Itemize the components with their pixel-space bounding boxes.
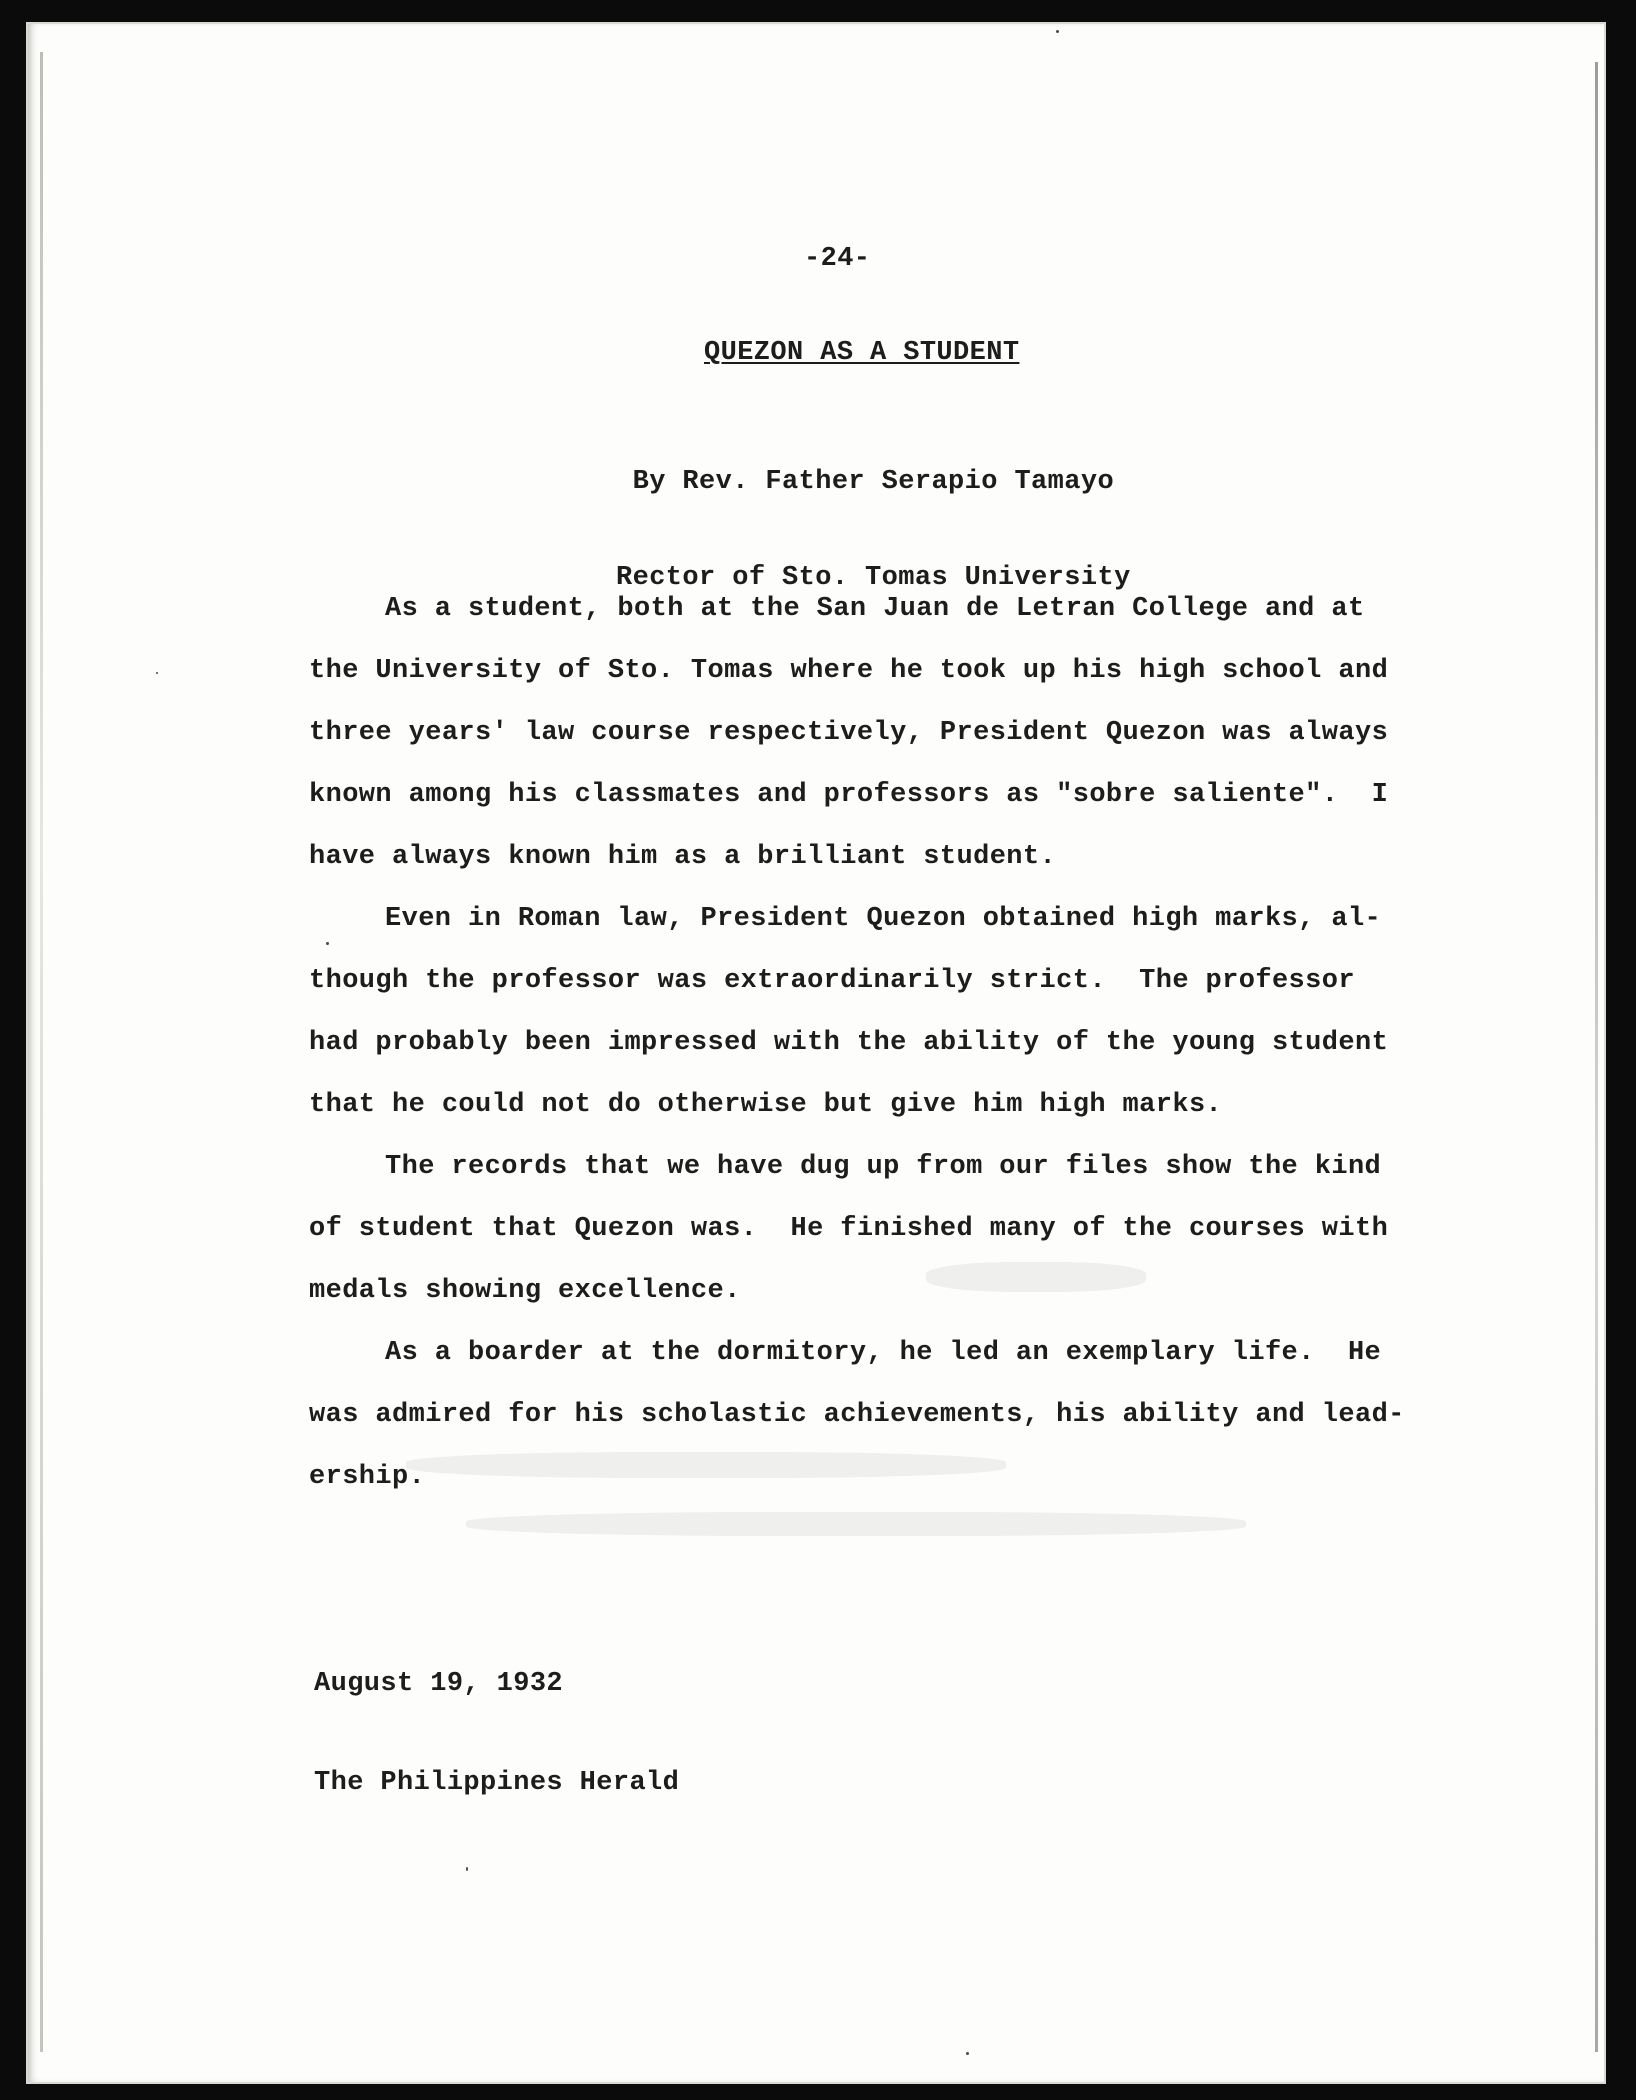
byline-author: By Rev. Father Serapio Tamayo [632, 467, 1115, 497]
paragraph [309, 578, 1389, 888]
paragraph-line: As a boarder at the dormitory, he led an exemplary life. He [385, 1338, 1382, 1368]
paragraph-line: As a student, both at the San Juan de Letran College and at [385, 594, 1365, 624]
paragraph-line: Even in Roman law, President Quezon obtained high marks, al- [385, 904, 1382, 934]
scan-edge-left [40, 52, 43, 2052]
paragraph-line: ership. [309, 1462, 426, 1492]
paragraph-line: was admired for his scholastic achievements, his ability and lead- [309, 1400, 1405, 1430]
paragraph-line: of student that Quezon was. He finished many of the courses with [309, 1214, 1389, 1244]
scan-edge-right [1595, 62, 1598, 2052]
scan-speck [466, 1867, 468, 1871]
scan-smudge [406, 1452, 1006, 1478]
signoff-publication: The Philippines Herald [314, 1768, 680, 1798]
paragraph [309, 888, 1389, 1136]
document-page [26, 22, 1606, 2084]
scan-speck [966, 2052, 969, 2055]
paragraph-line: that he could not do otherwise but give him high marks. [309, 1090, 1223, 1120]
paragraph-line: known among his classmates and professors as "sobre saliente". I [309, 780, 1389, 810]
paragraph-line: the University of Sto. Tomas where he took up his high school and [309, 656, 1389, 686]
paragraph [309, 1322, 1405, 1508]
scan-speck [326, 942, 329, 945]
page-number: -24- [804, 244, 871, 274]
paragraph [309, 1136, 1389, 1322]
paragraph-line: The records that we have dug up from our files show the kind [385, 1152, 1382, 1182]
paragraph-line: had probably been impressed with the ability of the young student [309, 1028, 1389, 1058]
article-body [309, 578, 1405, 1508]
signoff-date: August 19, 1932 [314, 1669, 564, 1699]
byline-affiliation: Rector of Sto. Tomas University [616, 563, 1131, 593]
paragraph-line: medals showing excellence. [309, 1276, 741, 1306]
scan-smudge [466, 1512, 1246, 1536]
paragraph-line: though the professor was extraordinarily strict. The professor [309, 966, 1355, 996]
scan-speck [1056, 30, 1059, 33]
paragraph-line: three years' law course respectively, President Quezon was always [309, 718, 1389, 748]
document-title: QUEZON AS A STUDENT [704, 338, 1020, 368]
scan-speck [156, 672, 158, 674]
scan-smudge [926, 1262, 1146, 1292]
signoff [314, 1602, 679, 1866]
paragraph-line: have always known him as a brilliant student. [309, 842, 1057, 872]
